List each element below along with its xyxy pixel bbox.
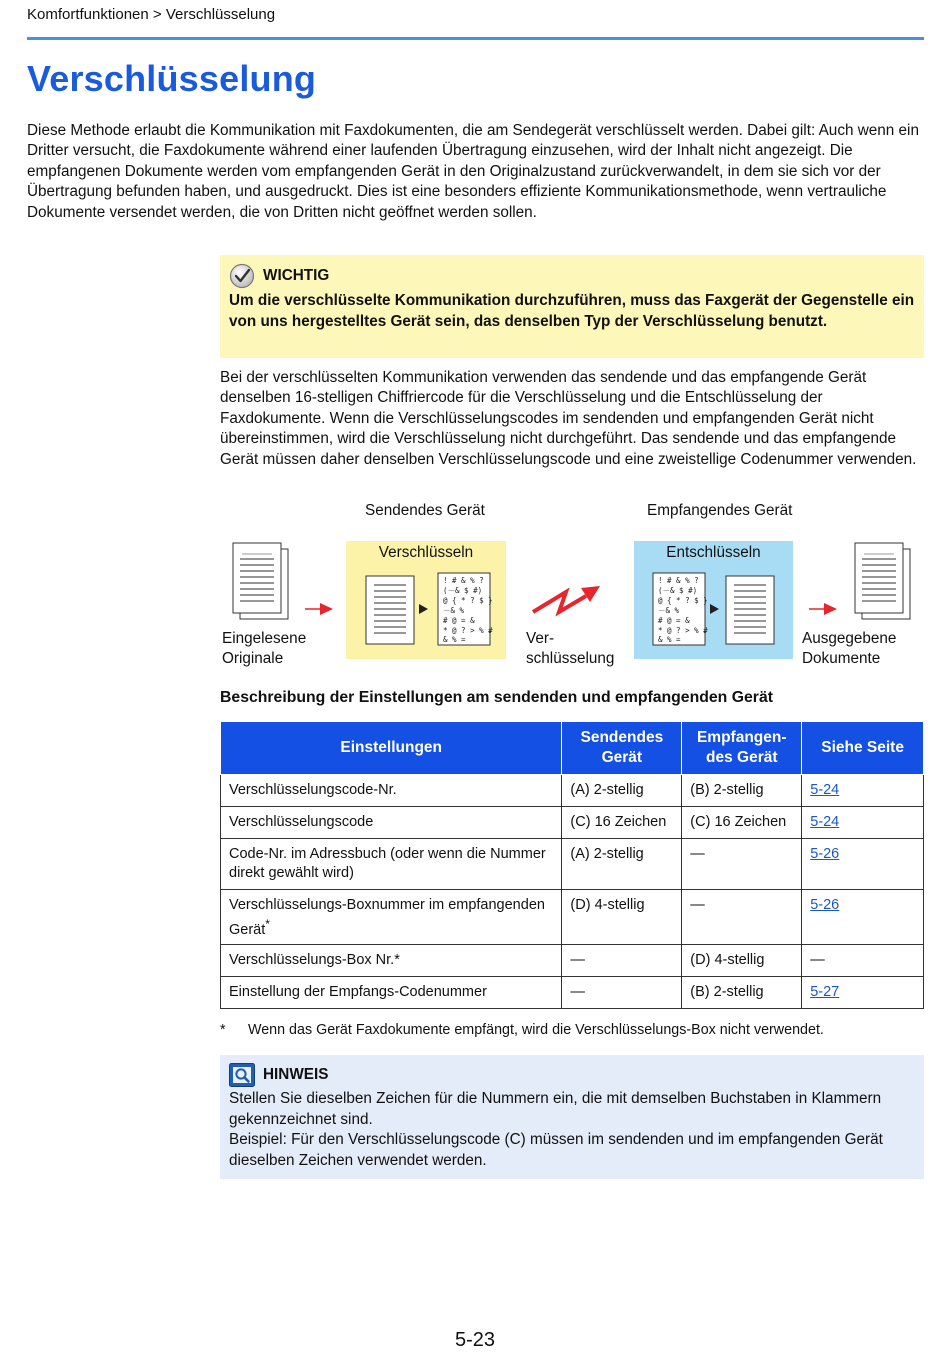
table-cell-setting: Code-Nr. im Adressbuch (oder wenn die Nummer direkt gewählt wird) xyxy=(221,839,562,890)
footnote xyxy=(220,1022,824,1038)
table-row xyxy=(221,976,924,1008)
table-cell-page xyxy=(802,890,924,945)
sending-device-label: Sendendes Gerät xyxy=(365,502,485,519)
cipher-text: & % = xyxy=(658,635,681,644)
cipher-text: @ { * ? $ } xyxy=(443,596,493,605)
page-title: Verschlüsselung xyxy=(27,58,317,99)
encrypt-label: Verschlüsseln xyxy=(378,544,474,561)
input-document-icon xyxy=(233,543,288,619)
table-cell-sending: — xyxy=(562,944,682,976)
table-heading: Beschreibung der Einstellungen am sendenden und empfangenden Gerät xyxy=(220,689,773,706)
footnote-marker: * xyxy=(220,1022,226,1038)
table-cell-sending: (C) 16 Zeichen xyxy=(562,807,682,839)
page-link[interactable]: 5-24 xyxy=(810,814,840,830)
hint-header xyxy=(229,1063,915,1087)
table-cell-page: — xyxy=(802,944,924,976)
hint-box xyxy=(220,1055,924,1179)
cipher-document-icon xyxy=(653,573,708,645)
settings-table xyxy=(220,721,924,1009)
table-cell-setting: Verschlüsselungs-Box Nr.* xyxy=(221,944,562,976)
cipher-text: # @ = & xyxy=(443,616,475,625)
table-row xyxy=(221,807,924,839)
cipher-text: ! # & % ? xyxy=(658,576,699,585)
table-row xyxy=(221,839,924,890)
input-originals-label: Eingelesene Originale xyxy=(222,630,307,668)
important-text: Um die verschlüsselte Kommunikation durchzuführen, muss das Faxgerät der Gegenstelle ein von uns hergestelltes Gerät sein, das denselben Typ der Verschlüsselung benutzt. xyxy=(229,292,915,330)
page-link[interactable]: 5-24 xyxy=(810,782,840,798)
table-cell-receiving: — xyxy=(682,839,802,890)
table-cell-sending: — xyxy=(562,976,682,1008)
table-cell-receiving: (B) 2-stellig xyxy=(682,976,802,1008)
table-cell-receiving: (B) 2-stellig xyxy=(682,775,802,807)
table-row xyxy=(221,890,924,945)
table-cell-page xyxy=(802,976,924,1008)
receiving-device-label: Empfangendes Gerät xyxy=(647,502,793,519)
table-cell-setting: Verschlüsselungscode xyxy=(221,807,562,839)
table-cell-page xyxy=(802,807,924,839)
cipher-text: －& % xyxy=(658,606,680,615)
cipher-text: @ { * ? $ } xyxy=(658,596,708,605)
arrow-icon xyxy=(710,604,719,614)
table-cell-page xyxy=(802,839,924,890)
cipher-text: * @ ? > % # xyxy=(658,626,708,635)
page-link[interactable]: 5-26 xyxy=(810,846,840,862)
cipher-document-icon xyxy=(438,573,493,645)
cipher-text: (－& $ #) xyxy=(658,586,698,595)
table-header-row xyxy=(221,722,924,775)
intro-paragraph: Diese Methode erlaubt die Kommunikation mit Faxdokumenten, die am Sendegerät verschlüsselt werden. Dabei gilt: Auch wenn ein Dritter versucht, die Faxdokumente während einer laufenden Übertragung einzusehen, wird der Inhalt nicht angezeigt. Die empfangenen Dokumente werden vom empfangenden Gerät in den Originalzustand zurückverwandelt, in dem sie sich vor der Übertragung befunden haben, und ausgedruckt. Dies ist eine besonders effiziente Kommunikationsmethode, wenn vertrauliche Dokumente versendet werden, die von Dritten nicht geöffnet werden sollen. xyxy=(27,122,919,221)
cipher-text: (－& $ #) xyxy=(443,586,483,595)
column-header-see-page: Siehe Seite xyxy=(802,722,924,775)
arrow-icon xyxy=(809,603,837,615)
footnote-marker: * xyxy=(265,916,270,931)
table-cell-sending: (A) 2-stellig xyxy=(562,839,682,890)
table-cell-sending: (A) 2-stellig xyxy=(562,775,682,807)
column-header-settings: Einstellungen xyxy=(221,722,562,775)
output-documents-label: Ausgegebene Dokumente xyxy=(802,630,897,668)
cipher-text: －& % xyxy=(443,606,465,615)
transmission-zigzag-icon xyxy=(533,586,600,612)
cipher-text: * @ ? > % # xyxy=(443,626,493,635)
footnote-text: Wenn das Gerät Faxdokumente empfängt, wird die Verschlüsselungs-Box nicht verwendet. xyxy=(248,1022,824,1038)
table-cell-sending: (D) 4-stellig xyxy=(562,890,682,945)
table-cell-setting: Verschlüsselungs-Boxnummer im empfangenden Gerät* xyxy=(221,890,562,945)
breadcrumb: Komfortfunktionen > Verschlüsselung xyxy=(27,6,276,23)
table-row xyxy=(221,944,924,976)
body-paragraph: Bei der verschlüsselten Kommunikation verwenden das sendende und das empfangende Gerät denselben 16-stelligen Chiffriercode für die Verschlüsselung und die Entschlüsselung der Faxdokumente. Wenn die Verschlüsselungscodes im sendenden und empfangenden Gerät nicht übereinstimmen, wird die Verschlüsselung nicht durchgeführt. Das sendende und das empfangende Gerät müssen daher denselben Verschlüsselungscode und eine zweistellige Codenummer verwenden. xyxy=(220,369,917,468)
table-cell-page xyxy=(802,775,924,807)
page-link[interactable]: 5-27 xyxy=(810,983,840,1000)
table-cell-receiving: — xyxy=(682,890,802,945)
table-cell-receiving: (D) 4-stellig xyxy=(682,944,802,976)
transmission-label: Ver- schlüsselung xyxy=(526,630,615,668)
hint-label: HINWEIS xyxy=(263,1066,329,1083)
table-cell-setting: Verschlüsselungscode-Nr. xyxy=(221,775,562,807)
table-cell-receiving: (C) 16 Zeichen xyxy=(682,807,802,839)
arrow-icon xyxy=(305,603,333,615)
column-header-receiving: Empfangen- des Gerät xyxy=(682,722,802,775)
output-document-icon xyxy=(855,543,910,619)
cipher-text: # @ = & xyxy=(658,616,690,625)
plain-document-icon xyxy=(366,576,414,644)
table-cell-setting: Einstellung der Empfangs-Codenummer xyxy=(221,976,562,1008)
note-magnifier-icon xyxy=(229,1063,255,1087)
arrow-icon xyxy=(419,604,428,614)
column-header-sending: Sendendes Gerät xyxy=(562,722,682,775)
cipher-text: ! # & % ? xyxy=(443,576,484,585)
decrypt-label: Entschlüsseln xyxy=(666,544,761,561)
cipher-text: & % = xyxy=(443,635,466,644)
page-link[interactable]: 5-26 xyxy=(810,897,840,913)
hint-text: Stellen Sie dieselben Zeichen für die Nummern ein, die mit demselben Buchstaben in Klammern gekennzeichnet sind. Beispiel: Für den Verschlüsselungscode (C) müssen im sendenden und im empfangenden Gerät dieselben Zeichen verwendet werden. xyxy=(229,1090,883,1169)
table-row xyxy=(221,775,924,807)
page-number: 5-23 xyxy=(454,1329,496,1351)
important-label: WICHTIG xyxy=(263,267,330,284)
plain-document-icon xyxy=(726,576,774,644)
